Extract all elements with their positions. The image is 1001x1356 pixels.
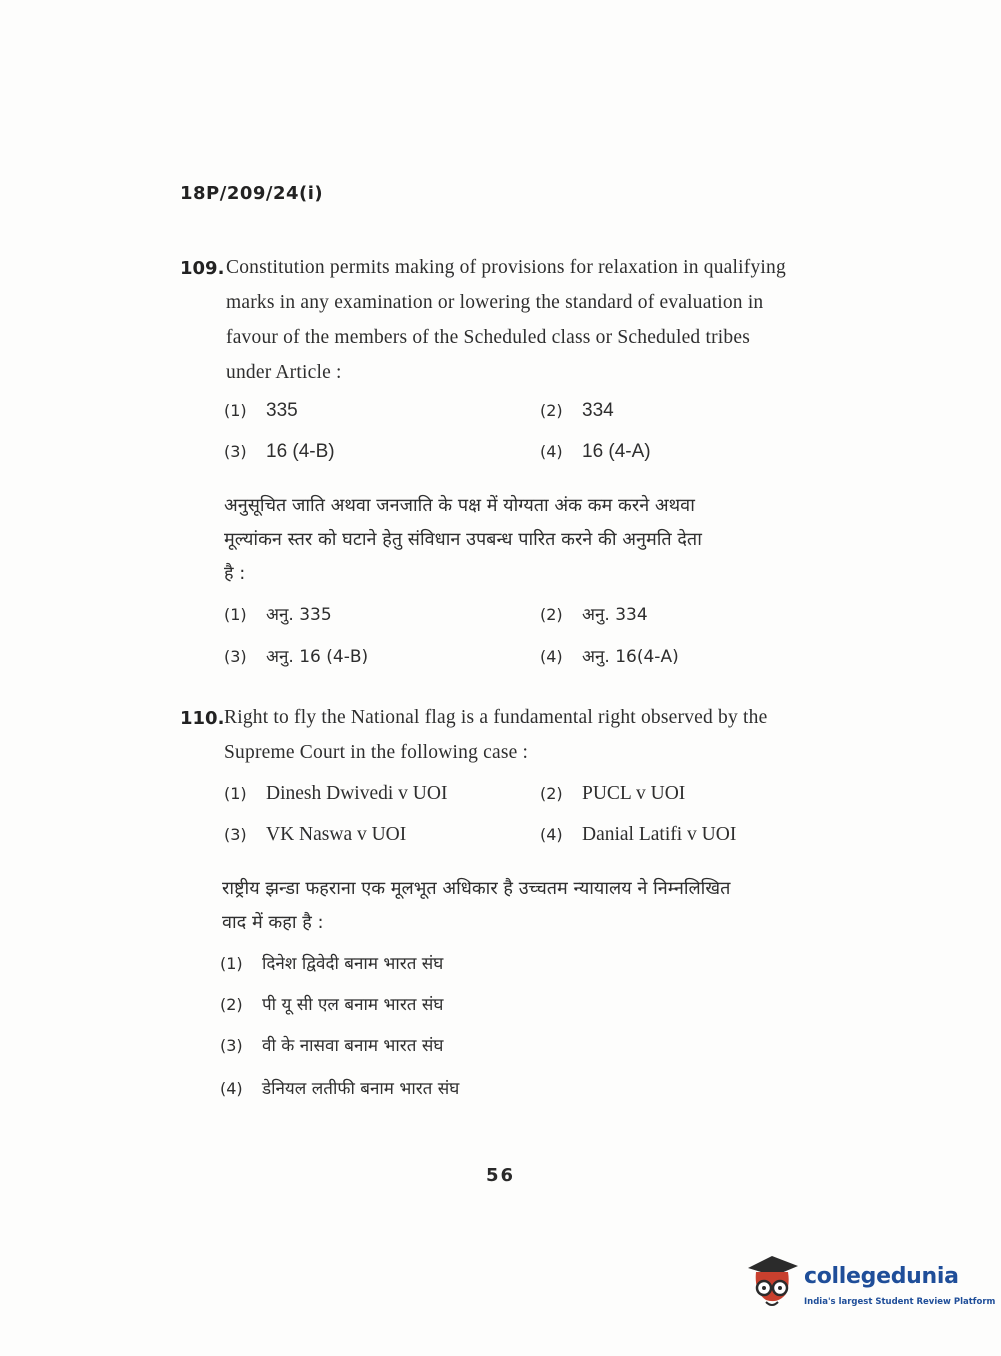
question-text	[226, 250, 846, 390]
option-text: 334	[582, 400, 614, 421]
option-text: वी के नासवा बनाम भारत संघ	[262, 1036, 444, 1056]
option	[540, 441, 651, 463]
option-number: (2)	[540, 605, 563, 624]
student-mascot-icon	[742, 1250, 802, 1312]
option-text: 335	[266, 400, 298, 421]
hindi-option	[220, 1076, 459, 1100]
hindi-option	[220, 1033, 443, 1057]
option-text: 16 (4-A)	[582, 441, 651, 462]
option-number: (2)	[540, 401, 563, 420]
option	[540, 783, 685, 805]
option-text: दिनेश द्विवेदी बनाम भारत संघ	[262, 954, 444, 974]
question-number: 109.	[180, 258, 225, 279]
option-text: Danial Latifi v UOI	[582, 824, 737, 845]
hindi-line: अनुसूचित जाति अथवा जनजाति के पक्ष में योग्यता अंक कम करने अथवा	[224, 495, 695, 516]
option-number: (4)	[220, 1079, 243, 1098]
hindi-question-text	[222, 872, 852, 940]
hindi-line: मूल्यांकन स्तर को घटाने हेतु संविधान उपबन्ध पारित करने की अनुमति देता	[224, 529, 702, 550]
question-line: Right to fly the National flag is a fundamental right observed by the	[224, 707, 768, 728]
option	[224, 400, 298, 422]
hindi-option	[540, 644, 679, 668]
hindi-line: वाद में कहा है :	[222, 912, 324, 933]
option-number: (2)	[540, 784, 563, 803]
option-text: अनु. 334	[582, 605, 648, 625]
question-line: Supreme Court in the following case :	[224, 742, 529, 763]
option-number: (3)	[220, 1036, 243, 1055]
hindi-option	[220, 951, 443, 975]
option-number: (1)	[224, 605, 247, 624]
brand-tagline: India's largest Student Review Platform	[804, 1297, 996, 1307]
option-number: (4)	[540, 647, 563, 666]
question-text	[224, 700, 849, 770]
option-text: अनु. 335	[266, 605, 332, 625]
option-text: 16 (4-B)	[266, 441, 335, 462]
hindi-option	[224, 644, 368, 668]
hindi-line: राष्ट्रीय झन्डा फहराना एक मूलभूत अधिकार है उच्चतम न्यायालय ने निम्नलिखित	[222, 878, 731, 899]
question-line: Constitution permits making of provisions for relaxation in qualifying	[226, 257, 786, 278]
option-text: डेनियल लतीफी बनाम भारत संघ	[262, 1079, 460, 1099]
hindi-option	[224, 602, 332, 626]
option	[224, 824, 406, 846]
option	[540, 824, 736, 846]
option-number: (3)	[224, 647, 247, 666]
option-text: PUCL v UOI	[582, 783, 686, 804]
question-line: marks in any examination or lowering the standard of evaluation in	[226, 292, 764, 313]
option-number: (3)	[224, 825, 247, 844]
hindi-question-text	[224, 489, 849, 591]
option-number: (4)	[540, 825, 563, 844]
option-number: (3)	[224, 442, 247, 461]
hindi-option	[540, 602, 648, 626]
hindi-option	[220, 992, 443, 1016]
option	[224, 783, 447, 805]
option-text: पी यू सी एल बनाम भारत संघ	[262, 995, 444, 1015]
option	[540, 400, 614, 422]
option	[224, 441, 335, 463]
option-text: Dinesh Dwivedi v UOI	[266, 783, 448, 804]
option-number: (1)	[224, 401, 247, 420]
paper-code: 18P/209/24(i)	[180, 183, 324, 204]
option-number: (2)	[220, 995, 243, 1014]
question-number: 110.	[180, 708, 225, 729]
brand-name: collegedunia	[804, 1264, 959, 1289]
question-line: favour of the members of the Scheduled class or Scheduled tribes	[226, 327, 750, 348]
option-number: (1)	[220, 954, 243, 973]
question-line: under Article :	[226, 362, 342, 383]
option-number: (4)	[540, 442, 563, 461]
page-number: 56	[485, 1165, 516, 1186]
option-text: VK Naswa v UOI	[266, 824, 407, 845]
option-text: अनु. 16(4-A)	[582, 647, 679, 667]
option-number: (1)	[224, 784, 247, 803]
hindi-line: है :	[224, 563, 246, 584]
option-text: अनु. 16 (4-B)	[266, 647, 369, 667]
